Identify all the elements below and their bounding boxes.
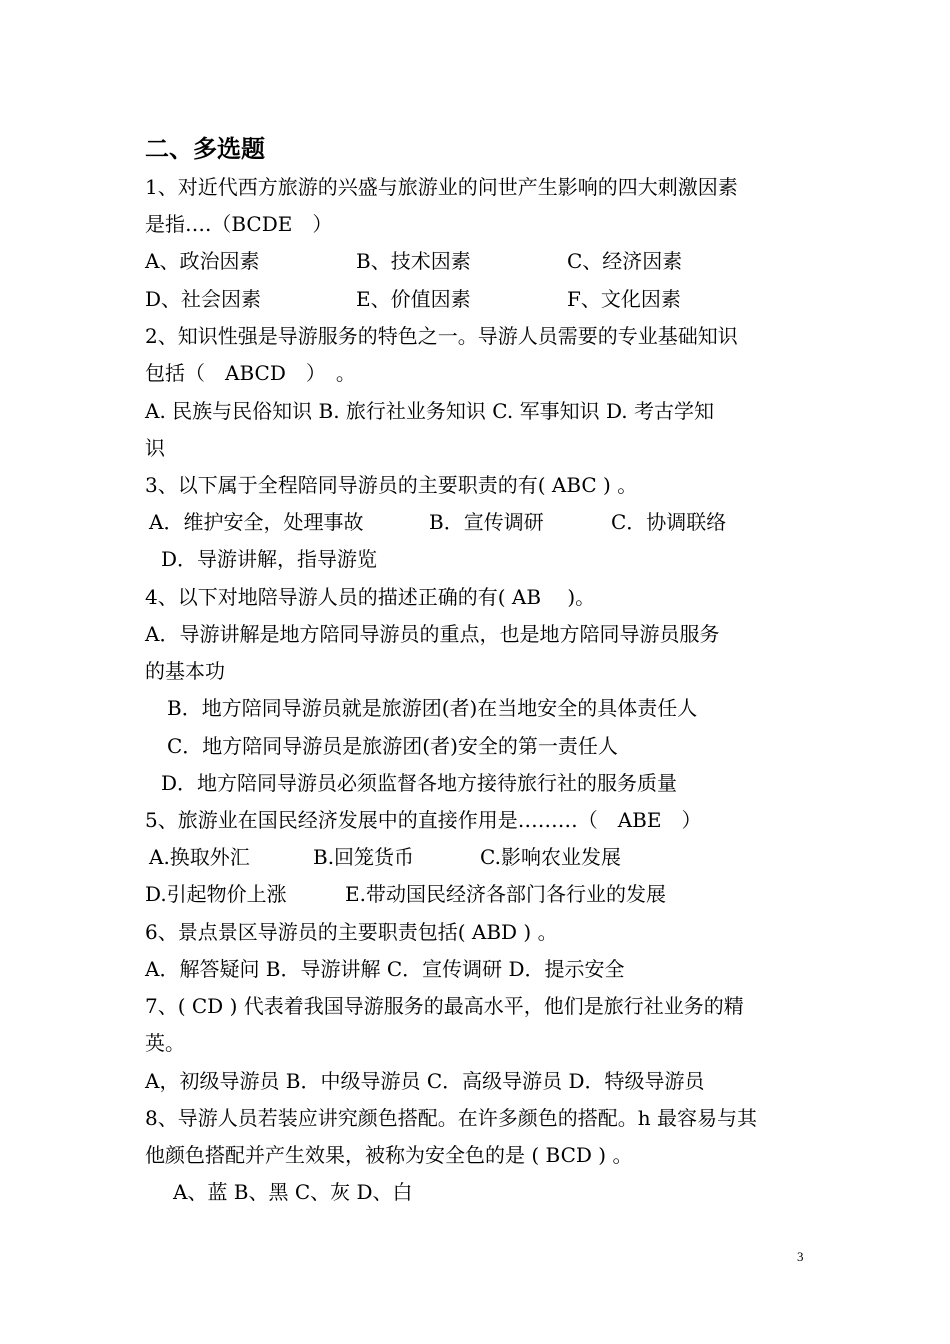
question-4-option-c: C．地方陪同导游员是旅游团(者)安全的第一责任人: [167, 734, 618, 758]
question-4-option-d: D．地方陪同导游员必须监督各地方接待旅行社的服务质量: [161, 771, 678, 795]
section-title: 二、多选题: [145, 134, 265, 163]
question-3-option-a: A．维护安全，处理事故: [149, 510, 364, 534]
question-2-text: 2、知识性强是导游服务的特色之一。导游人员需要的专业基础知识: [145, 324, 738, 348]
question-1-option-e: E、价值因素: [356, 287, 471, 311]
question-6-options: A．解答疑问 B．导游讲解 C．宣传调研 D．提示安全: [145, 957, 625, 981]
question-1-text-cont: 是指….（BCDE ）: [145, 212, 333, 236]
question-2-options: A. 民族与民俗知识 B. 旅行社业务知识 C. 军事知识 D. 考古学知: [145, 399, 714, 423]
question-6-text: 6、景点景区导游员的主要职责包括( ABD ) 。: [145, 920, 558, 944]
question-3-option-b: B．宣传调研: [429, 510, 544, 534]
question-3-option-d: D．导游讲解，指导游览: [161, 547, 378, 571]
question-1-option-d: D、社会因素: [145, 287, 262, 311]
question-4-option-a: A．导游讲解是地方陪同导游员的重点，也是地方陪同导游员服务: [145, 622, 720, 646]
question-8-text-cont: 他颜色搭配并产生效果，被称为安全色的是 ( BCD ) 。: [145, 1143, 633, 1167]
question-5-option-c: C.影响农业发展: [480, 845, 621, 869]
question-4-option-b: B．地方陪同导游员就是旅游团(者)在当地安全的具体责任人: [167, 696, 698, 720]
question-5-option-e: E.带动国民经济各部门各行业的发展: [345, 882, 666, 906]
question-1-option-f: F、文化因素: [567, 287, 681, 311]
page-number: 3: [797, 1249, 804, 1264]
question-1-option-a: A、政治因素: [145, 249, 260, 273]
question-1-option-c: C、经济因素: [567, 249, 683, 273]
question-8-options: A、蓝 B、黑 C、灰 D、白: [173, 1180, 413, 1204]
question-5-text: 5、旅游业在国民经济发展中的直接作用是………（ ABE ）: [145, 808, 702, 832]
question-5-option-a: A.换取外汇: [149, 845, 250, 869]
question-4-text: 4、以下对地陪导游人员的描述正确的有( AB )。: [145, 585, 596, 609]
question-7-text: 7、( CD ) 代表着我国导游服务的最高水平，他们是旅行社业务的精: [145, 994, 744, 1018]
question-8-text: 8、导游人员若装应讲究颜色搭配。在许多颜色的搭配。h 最容易与其: [145, 1106, 757, 1130]
question-2-text-cont: 包括（ ABCD ） 。: [145, 361, 356, 385]
question-2-options-cont: 识: [145, 436, 165, 460]
question-1-option-b: B、技术因素: [356, 249, 471, 273]
question-1-text: 1、对近代西方旅游的兴盛与旅游业的问世产生影响的四大刺激因素: [145, 175, 738, 199]
question-3-option-c: C．协调联络: [611, 510, 727, 534]
question-5-option-b: B.回笼货币: [313, 845, 415, 869]
question-7-text-cont: 英。: [145, 1031, 185, 1055]
question-5-option-d: D.引起物价上涨: [145, 882, 287, 906]
question-3-text: 3、以下属于全程陪同导游员的主要职责的有( ABC ) 。: [145, 473, 638, 497]
question-4-option-a-cont: 的基本功: [145, 659, 225, 683]
question-7-options: A，初级导游员 B．中级导游员 C．高级导游员 D．特级导游员: [145, 1069, 705, 1093]
